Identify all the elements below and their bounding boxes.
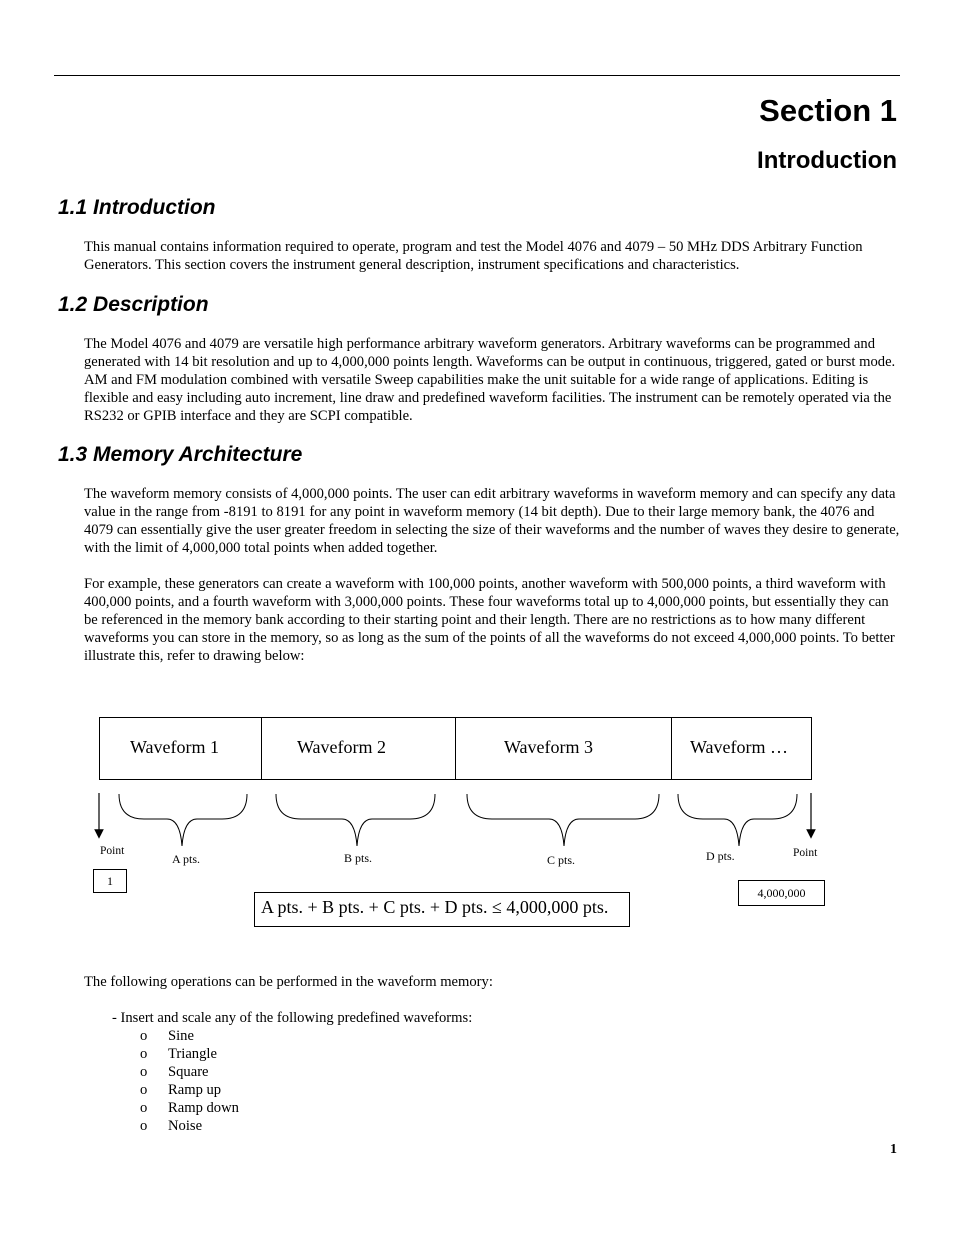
list-item: o Square [140, 1064, 209, 1080]
operations-intro: The following operations can be performed in the waveform memory: [84, 974, 493, 990]
introduction-paragraph: This manual contains information required to operate, program and test the Model 4076 and 4079 – 50 MHz DDS Arbitrary Function Generators. This section covers the instrument general description, instrument specifications and characteristics. [84, 239, 863, 273]
list-item: o Triangle [140, 1046, 217, 1062]
bullet-icon: o [140, 1118, 148, 1134]
waveform-2-label: Waveform 2 [297, 737, 387, 757]
waveform-3-label: Waveform 3 [504, 737, 594, 757]
predefined-waveform-list [140, 1027, 239, 1135]
segment-b-label: B pts. [344, 851, 373, 865]
list-item: o Ramp up [140, 1082, 222, 1098]
brace-a-icon [119, 794, 247, 846]
heading-memory-architecture: 1.3 Memory Architecture [58, 443, 303, 466]
memory-paragraph-1: The waveform memory consists of 4,000,000 points. The user can edit arbitrary waveforms in waveform memory and can specify any data value in the range from -8191 to 8191 for any point in waveform memory (14 bit depth). Due to their large memory bank, the 4076 and 4079 can essentially give the user greater freedom in selecting the size of their waveforms and the number of waves they desire to generate, with the limit of 4,000,000 total points when added together. [84, 486, 900, 556]
segment-d-label: D pts. [706, 849, 735, 863]
start-point-label: Point [100, 845, 125, 857]
end-point-label: Point [793, 847, 818, 859]
brace-b-icon [276, 794, 435, 846]
list-item: o Sine [140, 1028, 194, 1044]
bullet-icon: o [140, 1028, 148, 1044]
page-number: 1 [890, 1142, 897, 1157]
header-rule [54, 75, 900, 76]
description-paragraph: The Model 4076 and 4079 are versatile high performance arbitrary waveform generators. Arbitrary waveforms can be programmed and generated with 14 bit resolution and up to 4,000,000 points length. Waveforms can be output in continuous, triggered, gated or burst mode. AM and FM modulation combined with versatile Sweep capabilities make the unit suitable for a wide range of applications. Editing is flexible and easy including auto increment, line draw and predefined waveform facilities. The instrument can be remotely operated via the RS232 or GPIB interface and they are SCPI compatible. [84, 336, 896, 424]
list-item: o Noise [140, 1118, 203, 1134]
section-subtitle: Introduction [757, 147, 897, 174]
sum-formula: A pts. + B pts. + C pts. + D pts. ≤ 4,000,000 pts. [254, 892, 630, 927]
waveform-1-label: Waveform 1 [130, 737, 220, 757]
bullet-icon: o [140, 1100, 148, 1116]
segment-c-label: C pts. [547, 853, 576, 867]
bullet-icon: o [140, 1046, 148, 1062]
segment-a-label: A pts. [172, 852, 201, 866]
operations-item: - Insert and scale any of the following predefined waveforms: [112, 1010, 473, 1026]
memory-paragraph-2: For example, these generators can create a waveform with 100,000 points, another waveform with 500,000 points, a third waveform with 400,000 points, and a fourth waveform with 3,000,000 points. These four waveforms total up to 4,000,000 points, but essentially they can be referenced in the memory bank according to their starting point and their length. There are no restrictions as to how many different waveforms you can store in the memory, so as long as the sum of the points of all the waveforms do not exceed 4,000,000 points. To better illustrate this, refer to drawing below: [84, 576, 895, 664]
heading-description: 1.2 Description [58, 293, 209, 316]
bullet-icon: o [140, 1064, 148, 1080]
section-title: Section 1 [759, 93, 897, 128]
bullet-icon: o [140, 1082, 148, 1098]
list-item: o Ramp down [140, 1100, 239, 1116]
brace-d-icon [678, 794, 797, 846]
heading-introduction: 1.1 Introduction [58, 196, 216, 219]
brace-c-icon [467, 794, 659, 846]
end-point-value: 4,000,000 [738, 880, 825, 906]
start-point-value: 1 [93, 869, 127, 893]
waveform-n-label: Waveform … [690, 737, 789, 757]
